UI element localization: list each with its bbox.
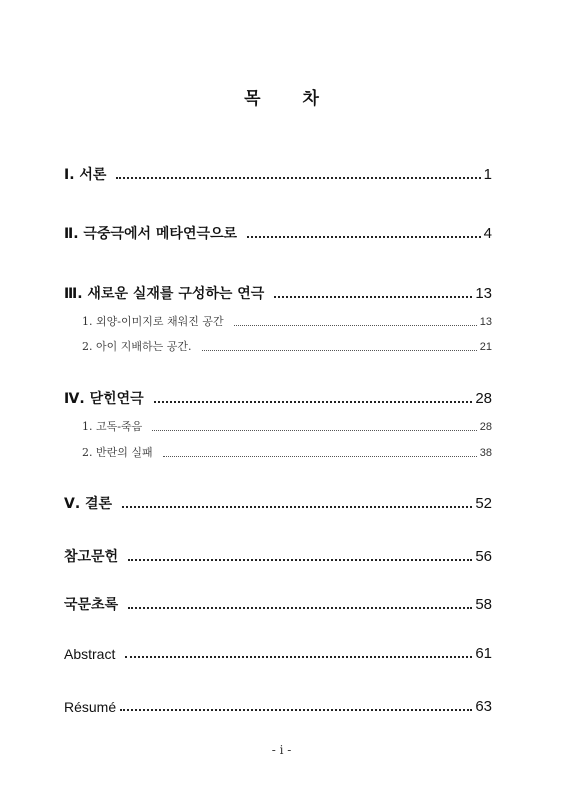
- toc-entry-references[interactable]: [64, 548, 492, 566]
- toc-entry-abstract[interactable]: [64, 645, 492, 663]
- toc-entry-label: 1. 외양-이미지로 채워진 공간: [82, 315, 224, 328]
- toc-entry-section-4-2[interactable]: [82, 444, 492, 462]
- toc-entry-section-3-2[interactable]: [82, 338, 492, 356]
- toc-entry-chapter-3[interactable]: [64, 285, 492, 303]
- toc-entry-page: 13: [479, 316, 492, 328]
- toc-entry-page: 28: [479, 421, 492, 433]
- toc-entry-page: 63: [475, 698, 492, 715]
- toc-entry-resume[interactable]: [64, 698, 492, 716]
- toc-entry-page: 38: [479, 447, 492, 459]
- page-title: 목 차: [244, 89, 337, 109]
- toc-entry-label: 2. 반란의 실패: [82, 446, 153, 459]
- dot-leader: [247, 235, 481, 238]
- dot-leader: [125, 655, 472, 658]
- toc-entry-label: Résumé: [64, 699, 117, 715]
- toc-entry-label: Ⅳ. 닫힌연극: [64, 391, 144, 407]
- dot-leader: [116, 176, 480, 179]
- toc-entry-label: 2. 아이 지배하는 공간.: [82, 340, 192, 353]
- toc-entry-chapter-4[interactable]: [64, 390, 492, 408]
- dot-leader: [152, 429, 477, 431]
- toc-entry-label: Ⅱ. 극중극에서 메타연극으로: [64, 226, 238, 242]
- toc-entry-page: 56: [475, 548, 492, 565]
- toc-entry-label: Abstract: [64, 646, 116, 662]
- dot-leader: [234, 324, 477, 326]
- page-number-footer: - i -: [271, 743, 292, 757]
- toc-entry-conclusion[interactable]: [64, 495, 492, 513]
- dot-leader: [274, 295, 472, 298]
- toc-entry-page: 61: [475, 645, 492, 662]
- toc-entry-page: 52: [475, 495, 492, 512]
- dot-leader: [128, 606, 472, 609]
- dot-leader: [120, 708, 472, 711]
- toc-entry-label: Ⅲ. 새로운 실재를 구성하는 연극: [64, 286, 265, 302]
- toc-entry-label: Ⅰ. 서론: [64, 167, 107, 183]
- toc-entry-page: 13: [475, 285, 492, 302]
- toc-entry-page: 28: [475, 390, 492, 407]
- toc-entry-page: 4: [483, 225, 492, 242]
- dot-leader: [122, 505, 472, 508]
- dot-leader: [163, 455, 477, 457]
- toc-entry-intro[interactable]: [64, 166, 492, 184]
- toc-entry-page: 1: [483, 166, 492, 183]
- toc-entry-page: 58: [475, 596, 492, 613]
- toc-entry-label: 국문초록: [64, 597, 119, 613]
- toc-entry-label: Ⅴ. 결론: [64, 496, 113, 512]
- dot-leader: [128, 558, 472, 561]
- toc-entry-korean-abstract[interactable]: [64, 596, 492, 614]
- toc-entry-page: 21: [479, 341, 492, 353]
- dot-leader: [202, 349, 477, 351]
- toc-entry-section-4-1[interactable]: [82, 418, 492, 436]
- toc-entry-label: 참고문헌: [64, 549, 119, 565]
- toc-entry-section-3-1[interactable]: [82, 313, 492, 331]
- toc-entry-label: 1. 고독-죽음: [82, 420, 143, 433]
- dot-leader: [154, 400, 473, 403]
- toc-entry-chapter-2[interactable]: [64, 225, 492, 243]
